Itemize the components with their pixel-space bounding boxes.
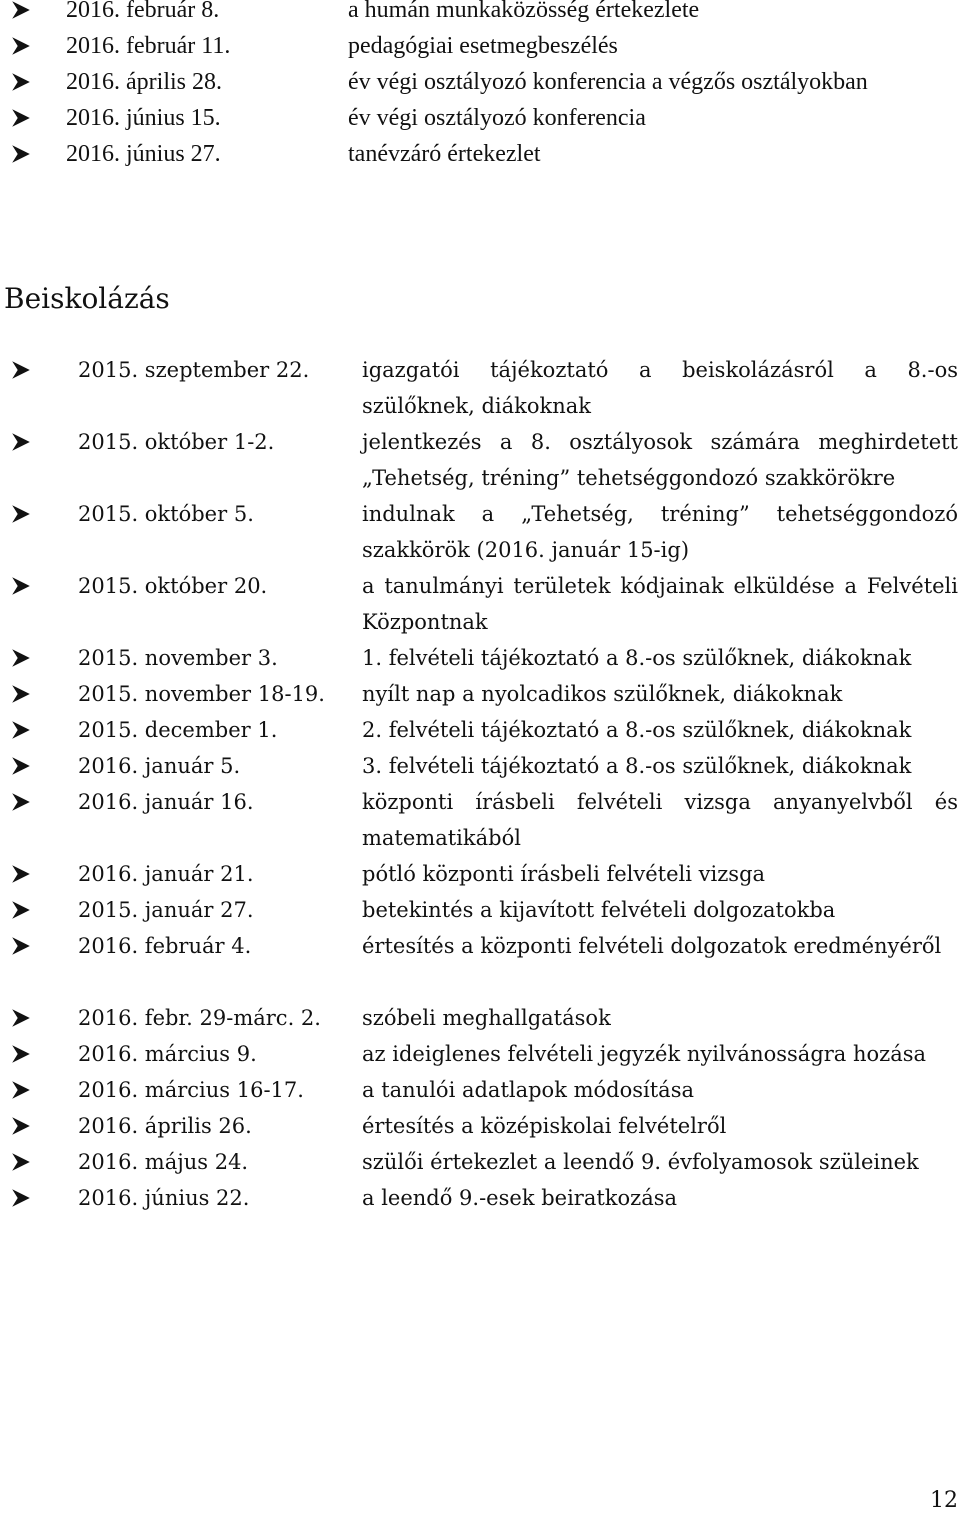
arrowhead-bullet-icon [10, 791, 32, 813]
arrowhead-bullet-icon [10, 935, 32, 957]
list-item [0, 1144, 960, 1180]
enrollment-list [0, 352, 960, 1216]
arrowhead-bullet-icon [10, 0, 32, 21]
enrollment-date: 2016. március 9. [78, 1042, 257, 1066]
list-item [0, 784, 960, 856]
enrollment-date: 2016. febr. 29-márc. 2. [78, 1006, 321, 1030]
enrollment-date: 2015. december 1. [78, 718, 278, 742]
list-item [0, 28, 960, 64]
enrollment-date: 2015. november 3. [78, 646, 278, 670]
enrollment-description: jelentkezés a 8. osztályosok számára meghirdetett „Tehetség, tréning” tehetséggondozó szakkörökre [362, 430, 958, 490]
enrollment-description: indulnak a „Tehetség, tréning” tehetséggondozó szakkörök (2016. január 15-ig) [362, 502, 958, 562]
events-list [0, 0, 960, 172]
arrowhead-bullet-icon [10, 1115, 32, 1137]
list-item [0, 748, 960, 784]
enrollment-description: szülői értekezlet a leendő 9. évfolyamosok szüleinek [362, 1150, 919, 1174]
list-item [0, 856, 960, 892]
arrowhead-bullet-icon [10, 719, 32, 741]
enrollment-description: pótló központi írásbeli felvételi vizsga [362, 862, 766, 886]
enrollment-date: 2016. június 22. [78, 1186, 250, 1210]
event-description: a humán munkaközösség értekezlete [348, 0, 700, 23]
event-description: tanévzáró értekezlet [348, 141, 541, 167]
list-item [0, 640, 960, 676]
list-item [0, 136, 960, 172]
enrollment-description: értesítés a központi felvételi dolgozatok eredményéről [362, 934, 942, 958]
list-item [0, 1000, 960, 1036]
enrollment-date: 2016. április 26. [78, 1114, 252, 1138]
arrowhead-bullet-icon [10, 359, 32, 381]
arrowhead-bullet-icon [10, 863, 32, 885]
list-item [0, 352, 960, 424]
event-date: 2016. június 27. [66, 141, 221, 167]
enrollment-description: igazgatói tájékoztató a beiskolázásról a 8.-os szülőknek, diákoknak [362, 358, 958, 418]
arrowhead-bullet-icon [10, 1043, 32, 1065]
event-date: 2016. április 28. [66, 69, 222, 95]
arrowhead-bullet-icon [10, 35, 32, 57]
list-item [0, 1036, 960, 1072]
arrowhead-bullet-icon [10, 107, 32, 129]
enrollment-description: a tanulmányi területek kódjainak elküldése a Felvételi Központnak [362, 574, 958, 634]
list-item [0, 568, 960, 640]
enrollment-date: 2016. január 5. [78, 754, 241, 778]
list-item [0, 928, 960, 1000]
list-item [0, 1108, 960, 1144]
enrollment-date: 2015. október 1-2. [78, 430, 275, 454]
arrowhead-bullet-icon [10, 71, 32, 93]
enrollment-description: nyílt nap a nyolcadikos szülőknek, diákoknak [362, 682, 843, 706]
event-date: 2016. február 8. [66, 0, 220, 23]
enrollment-description: központi írásbeli felvételi vizsga anyanyelvből és matematikából [362, 790, 958, 850]
arrowhead-bullet-icon [10, 899, 32, 921]
list-item [0, 100, 960, 136]
event-description: év végi osztályozó konferencia a végzős osztályokban [348, 69, 868, 95]
list-item [0, 676, 960, 712]
arrowhead-bullet-icon [10, 1187, 32, 1209]
enrollment-description: szóbeli meghallgatások [362, 1006, 611, 1030]
enrollment-date: 2016. január 21. [78, 862, 254, 886]
event-description: pedagógiai esetmegbeszélés [348, 33, 618, 59]
list-item [0, 424, 960, 496]
event-date: 2016. június 15. [66, 105, 221, 131]
enrollment-description: az ideiglenes felvételi jegyzék nyilvánosságra hozása [362, 1042, 927, 1066]
enrollment-date: 2015. október 5. [78, 502, 254, 526]
enrollment-description: 1. felvételi tájékoztató a 8.-os szülőknek, diákoknak [362, 646, 912, 670]
event-date: 2016. február 11. [66, 33, 231, 59]
enrollment-date: 2016. március 16-17. [78, 1078, 304, 1102]
arrowhead-bullet-icon [10, 143, 32, 165]
arrowhead-bullet-icon [10, 1079, 32, 1101]
list-item [0, 892, 960, 928]
enrollment-description: betekintés a kijavított felvételi dolgozatokba [362, 898, 836, 922]
page-number: 12 [930, 1488, 958, 1513]
list-item [0, 0, 960, 28]
list-item [0, 1072, 960, 1108]
enrollment-date: 2015. november 18-19. [78, 682, 325, 706]
enrollment-description: a leendő 9.-esek beiratkozása [362, 1186, 678, 1210]
arrowhead-bullet-icon [10, 575, 32, 597]
arrowhead-bullet-icon [10, 1151, 32, 1173]
arrowhead-bullet-icon [10, 755, 32, 777]
enrollment-date: 2016. január 16. [78, 790, 254, 814]
event-description: év végi osztályozó konferencia [348, 105, 646, 131]
arrowhead-bullet-icon [10, 683, 32, 705]
list-item [0, 496, 960, 568]
arrowhead-bullet-icon [10, 503, 32, 525]
enrollment-date: 2016. május 24. [78, 1150, 249, 1174]
enrollment-description: a tanulói adatlapok módosítása [362, 1078, 694, 1102]
list-item [0, 1180, 960, 1216]
enrollment-date: 2015. október 20. [78, 574, 268, 598]
list-item [0, 712, 960, 748]
enrollment-description: értesítés a középiskolai felvételről [362, 1114, 727, 1138]
arrowhead-bullet-icon [10, 1007, 32, 1029]
arrowhead-bullet-icon [10, 647, 32, 669]
enrollment-date: 2015. január 27. [78, 898, 254, 922]
list-item [0, 64, 960, 100]
enrollment-date: 2016. február 4. [78, 934, 252, 958]
enrollment-date: 2015. szeptember 22. [78, 358, 310, 382]
enrollment-description: 3. felvételi tájékoztató a 8.-os szülőknek, diákoknak [362, 754, 912, 778]
arrowhead-bullet-icon [10, 431, 32, 453]
section-heading: Beiskolázás [4, 282, 170, 315]
enrollment-description: 2. felvételi tájékoztató a 8.-os szülőknek, diákoknak [362, 718, 912, 742]
